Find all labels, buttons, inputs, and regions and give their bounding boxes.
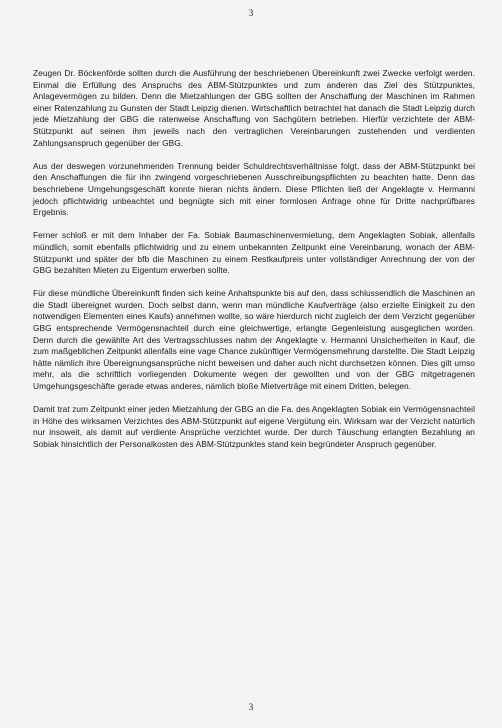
- paragraph-3: Ferner schloß er mit dem Inhaber der Fa. Sobiak Baumaschinenvermietung, dem Angeklagten Sobiak, allenfalls mündlich, somit ebenfalls pflichtwidrig und zu einem unbekannten Zeitpunkt eine Vereinbarung, wonach der ABM-Stützpunkt und später der bfb die Maschinen zu einem Restkaufpreis unter vollständiger Anrechnung der von der GBG bezahlten Mieten zu Eigentum erwerben sollte.: [33, 230, 475, 276]
- paragraph-2: Aus der deswegen vorzunehmenden Trennung beider Schuldrechtsverhältnisse folgt, dass der ABM-Stützpunkt bei den Anschaffungen die für ihn zwingend vorgeschriebenen Ausschreibungspflichten zu beachten hatte. Denn das beschriebene Umgehungsgeschäft konnte hieran nichts ändern. Diese Pflichten ließ der Angeklagte v. Hermanni jedoch pflichtwidrig unbeachtet und begnügte sich mit einer formlosen Anfrage ohne für Dritte nachprüfbares Ergebnis.: [33, 160, 475, 218]
- page-number-top: 3: [248, 8, 254, 18]
- paragraph-5: Damit trat zum Zeitpunkt einer jeden Mietzahlung der GBG an die Fa. des Angeklagten Sobiak ein Vermögensnachteil in Höhe des wirksamen Verzichtes des ABM-Stützpunkt auf eigene Vergütung ein. Wirksam war der Verzicht natürlich nur insoweit, als damit auf verdiente Ansprüche verzichtet wurde. Der durch Täuschung erlangten Bezahlung an Sobiak hinsichtlich der Personalkosten des ABM-Stützpunktes stand kein begründeter Anspruch gegenüber.: [33, 404, 475, 449]
- paragraph-1: Zeugen Dr. Böckenförde sollten durch die Ausführung der beschriebenen Übereinkunft zwei Zwecke verfolgt werden. Einmal die Erfüllung des Anspruchs des ABM-Stützpunktes und zum anderen das Ziel des Stützpunktes, Anlagevermögen zu bilden. Denn die Mietzahlungen der GBG sollten der Anschaffung der Maschinen im Rahmen einer Ratenzahlung zu Gunsten der Stadt Leipzig dienen. Wirtschaftlich betrachtet hat danach die Stadt Leipzig durch jede Mietzahlung der GBG die ratenweise Anschaffung von Sachgütern betrieben. Hierfür verzichtete der ABM-Stützpunkt auf seinen ihm jeweils nach den vertraglichen Vereinbarungen zustehenden und verdienten Zahlungsanspruch gegenüber der GBG.: [33, 68, 475, 148]
- page-number-bottom: 3: [248, 702, 254, 712]
- document-body: [33, 68, 475, 462]
- paragraph-4: Für diese mündliche Übereinkunft finden sich keine Anhaltspunkte bis auf den, dass schlussendlich die Maschinen an die Stadt übereignet wurden. Doch selbst dann, wenn man mündliche Kaufverträge (also erzielte Einigkeit zu den notwendigen Elementen eines Kaufs) annehmen wollte, so wäre hierdurch nicht zugleich der dem Verzicht gegenüber GBG entsprechende Vermögensnachteil durch eine gleichwertige, erlangte Gegenleistung ausgeglichen worden. Denn durch die gewählte Art des Vertragsschlusses nahm der Angeklagte v. Hermanni Unsicherheiten in Kauf, die zum maßgeblichen Zeitpunkt allenfalls eine vage Chance zukünftiger Vermögensmehrung darstellte. Die Stadt Leipzig hätte nämlich ihre Übereignungsansprüche nicht beweisen und daher auch nicht durchsetzen können. Dies gilt umso mehr, als die schriftlich vorliegenden Dokumente wegen der gewollten und von der GBG mitgetragenen Umgehungsgeschäfte gerade etwas anderes, nämlich bloße Mietverträge mit einem Dritten, belegen.: [33, 288, 475, 392]
